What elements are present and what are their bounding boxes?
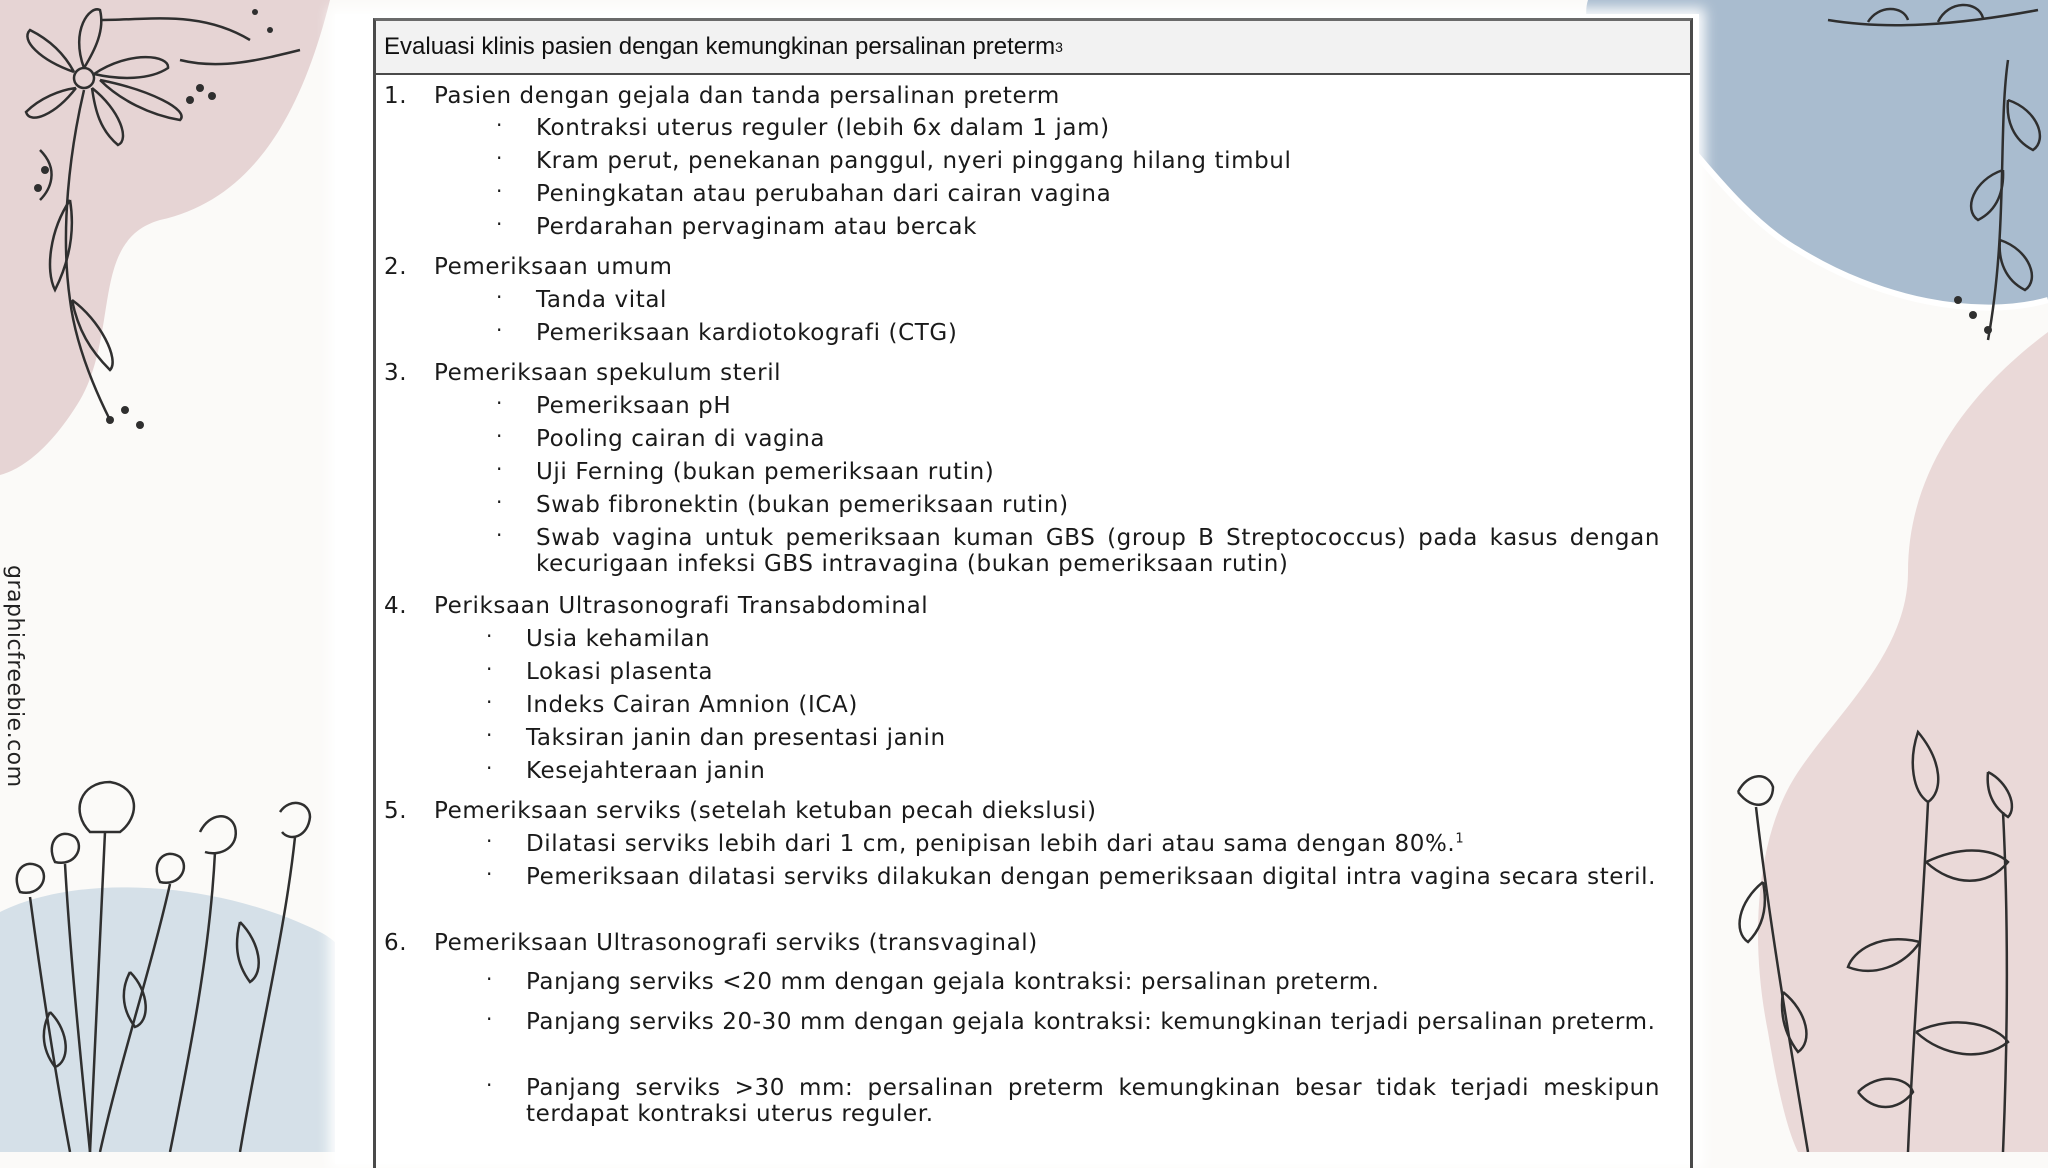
section-number: 1. (384, 83, 408, 109)
list-item: Kesejahteraan janin (526, 758, 766, 784)
bullet-icon: · (496, 457, 503, 481)
list-item: Kontraksi uterus reguler (lebih 6x dalam 1 jam) (536, 115, 1110, 141)
section-number: 3. (384, 360, 408, 386)
section-number: 2. (384, 254, 408, 280)
list-item (526, 831, 1464, 857)
list-item: Pemeriksaan dilatasi serviks dilakukan dengan pemeriksaan digital intra vagina secara steril. (526, 864, 1657, 890)
list-item: Panjang serviks 20-30 mm dengan gejala kontraksi: kemungkinan terjadi persalinan preterm. (526, 1009, 1656, 1035)
bullet-icon: · (486, 829, 493, 853)
bullet-icon: · (486, 967, 493, 991)
bullet-icon: · (496, 490, 503, 514)
section-title: Pemeriksaan serviks (setelah ketuban pecah diekslusi) (434, 798, 1097, 824)
list-item: Panjang serviks <20 mm dengan gejala kontraksi: persalinan preterm. (526, 969, 1380, 995)
section-number: 5. (384, 798, 408, 824)
document-image (335, 14, 1699, 1164)
leaf-line-art-top-right (1808, 0, 2048, 360)
bullet-icon: · (496, 146, 503, 170)
bullet-icon: · (496, 391, 503, 415)
watermark-text: graphicfreebie.com (2, 565, 27, 788)
header-superscript: 3 (1055, 39, 1063, 55)
bullet-icon: · (486, 862, 493, 886)
flower-line-art-bottom-left (0, 772, 340, 1152)
bullet-icon: · (496, 113, 503, 137)
bullet-icon: · (496, 523, 503, 547)
section-number: 6. (384, 930, 408, 956)
bullet-icon: · (486, 624, 493, 648)
bullet-icon: · (486, 657, 493, 681)
section-title: Pemeriksaan Ultrasonografi serviks (transvaginal) (434, 930, 1038, 956)
bullet-icon: · (496, 179, 503, 203)
bullet-icon: · (496, 285, 503, 309)
list-item: Pemeriksaan kardiotokografi (CTG) (536, 320, 958, 346)
list-item: Peningkatan atau perubahan dari cairan vagina (536, 181, 1112, 207)
list-item: Swab vagina untuk pemeriksaan kuman GBS (group B Streptococcus) pada kasus dengan kecurigaan infeksi GBS intravagina (bukan pemeriksaan rutin) (536, 525, 1660, 577)
bullet-icon: · (486, 690, 493, 714)
list-item: Perdarahan pervaginam atau bercak (536, 214, 977, 240)
item-superscript: 1 (1455, 831, 1465, 847)
clinical-evaluation-table (373, 18, 1693, 1168)
list-item: Pemeriksaan pH (536, 393, 732, 419)
table-header (376, 21, 1690, 75)
flower-line-art-bottom-right (1708, 712, 2048, 1152)
table-header-title: Evaluasi klinis pasien dengan kemungkinan persalinan preterm (384, 33, 1056, 60)
bullet-icon: · (486, 1007, 493, 1031)
list-item: Swab fibronektin (bukan pemeriksaan rutin) (536, 492, 1069, 518)
section-title: Pemeriksaan umum (434, 254, 673, 280)
list-item: Tanda vital (536, 287, 668, 313)
bullet-icon: · (486, 756, 493, 780)
list-item: Panjang serviks >30 mm: persalinan preterm kemungkinan besar tidak terjadi meskipun terdapat kontraksi uterus reguler. (526, 1075, 1660, 1127)
flower-line-art-top-left (0, 0, 330, 450)
bullet-icon: · (496, 318, 503, 342)
section-title: Pemeriksaan spekulum steril (434, 360, 782, 386)
bullet-icon: · (496, 212, 503, 236)
section-title: Pasien dengan gejala dan tanda persalinan preterm (434, 83, 1060, 109)
list-item: Usia kehamilan (526, 626, 711, 652)
section-number: 4. (384, 593, 408, 619)
list-item: Lokasi plasenta (526, 659, 714, 685)
list-item-text: Dilatasi serviks lebih dari 1 cm, penipisan lebih dari atau sama dengan 80%. (526, 831, 1456, 857)
bullet-icon: · (496, 424, 503, 448)
bullet-icon: · (486, 723, 493, 747)
list-item: Taksiran janin dan presentasi janin (526, 725, 946, 751)
list-item: Kram perut, penekanan panggul, nyeri pinggang hilang timbul (536, 148, 1292, 174)
list-item: Uji Ferning (bukan pemeriksaan rutin) (536, 459, 995, 485)
bullet-icon: · (486, 1073, 493, 1097)
section-title: Periksaan Ultrasonografi Transabdominal (434, 593, 929, 619)
list-item: Pooling cairan di vagina (536, 426, 826, 452)
list-item: Indeks Cairan Amnion (ICA) (526, 692, 858, 718)
